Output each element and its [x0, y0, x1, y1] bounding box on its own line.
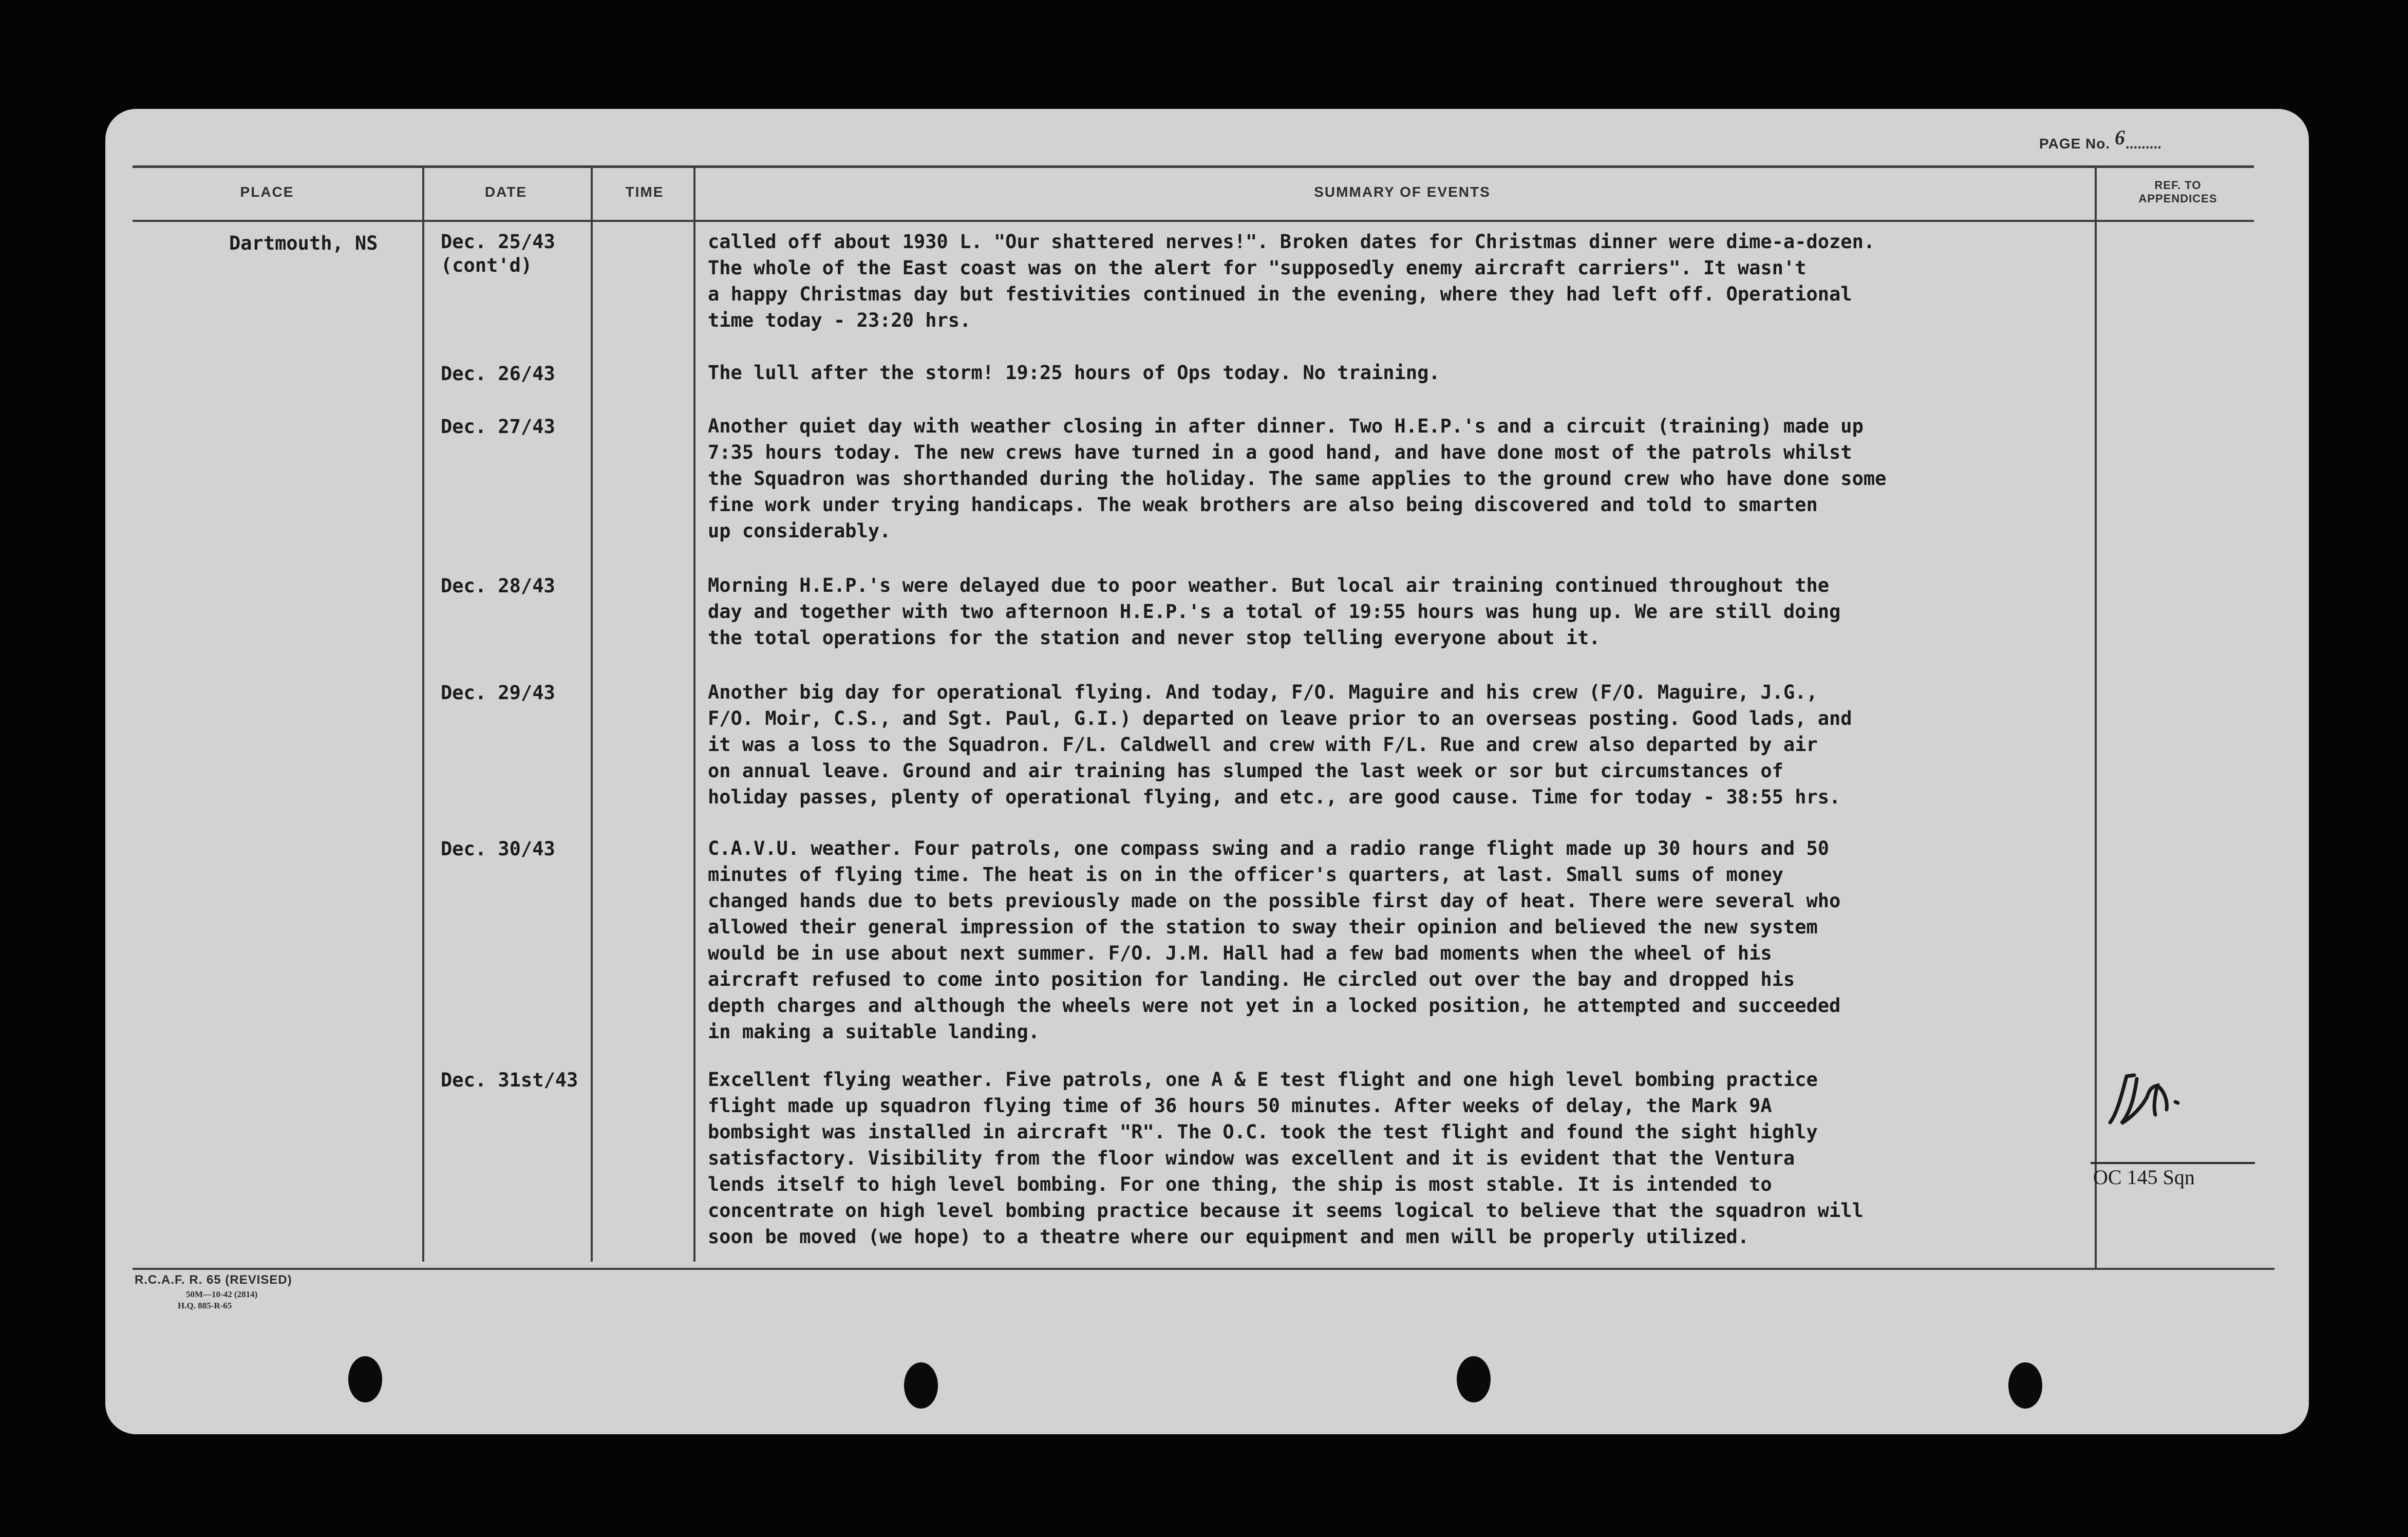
column-rule-summary	[2095, 167, 2097, 1268]
entry-dec-27	[708, 413, 2095, 544]
entry-dec-28	[708, 572, 2095, 651]
entry-line: The whole of the East coast was on the alert for "supposedly enemy aircraft carriers". It wasn't	[708, 257, 1807, 279]
entry-line: in making a suitable landing.	[708, 1021, 1040, 1043]
binder-hole	[348, 1356, 382, 1402]
date-dec-26: Dec. 26/43	[441, 363, 555, 385]
place-value: Dartmouth, NS	[229, 232, 378, 254]
date-dec-28: Dec. 28/43	[441, 575, 555, 597]
column-rule-date	[591, 167, 593, 1262]
entry-line: day and together with two afternoon H.E.P.'s a total of 19:55 hours was hung up. We are still doing	[708, 601, 1841, 623]
entry-line: would be in use about next summer. F/O. J.M. Hall had a few bad moments when the wheel of his	[708, 942, 1772, 964]
entry-line: 7:35 hours today. The new crews have turned in a good hand, and have done most of the patrols whilst	[708, 441, 1852, 463]
entry-line: Morning H.E.P.'s were delayed due to poor weather. But local air training continued throughout the	[708, 574, 1830, 596]
header-bottom-rule	[133, 220, 2254, 222]
entry-line: soon be moved (we hope) to a theatre where our equipment and men will be properly utilized.	[708, 1226, 1749, 1248]
column-header-ref: REF. TO APPENDICES	[2138, 179, 2217, 205]
form-print-line: 50M—10-42 (2814)	[186, 1289, 258, 1299]
handwritten-signature	[2106, 1066, 2188, 1128]
date-dec-31: Dec. 31st/43	[441, 1069, 578, 1091]
column-header-place: PLACE	[240, 184, 294, 200]
entry-line: lends itself to high level bombing. For one thing, the ship is most stable. It is intended to	[708, 1173, 1772, 1195]
entry-line: minutes of flying time. The heat is on in the officer's quarters, at last. Small sums of money	[708, 864, 1783, 886]
date-dec-29: Dec. 29/43	[441, 682, 555, 704]
date-dec-27: Dec. 27/43	[441, 416, 555, 438]
entry-line: changed hands due to bets previously made on the possible first day of heat. There were several who	[708, 890, 1841, 912]
entry-line: The lull after the storm! 19:25 hours of Ops today. No training.	[708, 362, 1440, 384]
binder-hole	[1457, 1356, 1491, 1402]
entry-line: C.A.V.U. weather. Four patrols, one compass swing and a radio range flight made up 30 hours and 50	[708, 837, 1830, 859]
column-header-date: DATE	[484, 184, 528, 200]
entry-line: bombsight was installed in aircraft "R". The O.C. took the test flight and found the sight highly	[708, 1121, 1818, 1143]
column-rule-place	[422, 167, 424, 1262]
entry-line: flight made up squadron flying time of 36 hours 50 minutes. After weeks of delay, the Mark 9A	[708, 1095, 1772, 1117]
column-rule-time	[693, 167, 695, 1262]
entry-line: it was a loss to the Squadron. F/L. Caldwell and crew with F/L. Rue and crew also departed by air	[708, 734, 1818, 756]
entry-line: the total operations for the station and never stop telling everyone about it.	[708, 627, 1601, 649]
entry-line: on annual leave. Ground and air training has slumped the last week or sor but circumstances of	[708, 760, 1783, 782]
form-hq-line: H.Q. 885-R-65	[178, 1301, 232, 1310]
form-number	[135, 1273, 292, 1311]
entry-line: the Squadron was shorthanded during the holiday. The same applies to the ground crew who have done some	[708, 467, 1887, 490]
entry-dec-26	[708, 360, 2095, 386]
entry-line: called off about 1930 L. "Our shattered nerves!". Broken dates for Christmas dinner were dime-a-dozen.	[708, 231, 1875, 253]
header-top-rule	[133, 165, 2254, 168]
entry-line: a happy Christmas day but festivities continued in the evening, where they had left off. Operational	[708, 283, 1852, 305]
entry-line: satisfactory. Visibility from the floor window was excellent and it is evident that the Ventura	[708, 1147, 1795, 1169]
signature-unit: OC 145 Sqn	[2093, 1166, 2195, 1189]
entry-line: Another quiet day with weather closing in after dinner. Two H.E.P.'s and a circuit (training) made up	[708, 415, 1864, 437]
column-header-time: TIME	[625, 184, 664, 200]
entry-line: fine work under trying handicaps. The weak brothers are also being discovered and told to smarten	[708, 494, 1818, 516]
entry-line: Another big day for operational flying. And today, F/O. Maguire and his crew (F/O. Maguire, J.G.,	[708, 681, 1818, 703]
date-dec-25: Dec. 25/43 (cont'd)	[441, 231, 555, 276]
entry-dec-29	[708, 679, 2095, 810]
page-number-label: PAGE No.	[2039, 136, 2111, 152]
signature-rule	[2091, 1162, 2255, 1164]
entry-line: allowed their general impression of the station to sway their opinion and believed the new system	[708, 916, 1818, 938]
form-number-line: R.C.A.F. R. 65 (REVISED)	[135, 1273, 292, 1287]
column-header-summary: SUMMARY OF EVENTS	[1314, 184, 1491, 200]
entry-line: depth charges and although the wheels were not yet in a locked position, he attempted and succeeded	[708, 995, 1841, 1017]
entry-line: time today - 23:20 hrs.	[708, 309, 971, 331]
binder-hole	[904, 1362, 938, 1409]
page-number-value: 6	[2114, 126, 2125, 149]
date-dec-30: Dec. 30/43	[441, 838, 555, 860]
entry-line: Excellent flying weather. Five patrols, one A & E test flight and one high level bombing practice	[708, 1069, 1818, 1091]
entry-dec-25	[708, 229, 2095, 333]
entry-line: holiday passes, plenty of operational flying, and etc., are good cause. Time for today - 38:55 hrs.	[708, 786, 1841, 808]
entry-line: F/O. Moir, C.S., and Sgt. Paul, G.I.) departed on leave prior to an overseas posting. Good lads, and	[708, 707, 1852, 729]
page-number-dots: .........	[2125, 136, 2161, 152]
table-bottom-rule	[133, 1268, 2274, 1270]
entry-dec-30	[708, 835, 2095, 1045]
entry-dec-31	[708, 1066, 2095, 1250]
entry-line: up considerably.	[708, 520, 891, 542]
page-number	[2039, 126, 2161, 154]
binder-hole	[2008, 1362, 2042, 1409]
entry-line: concentrate on high level bombing practice because it seems logical to believe that the squadron will	[708, 1199, 1864, 1222]
entry-line: aircraft refused to come into position for landing. He circled out over the bay and dropped his	[708, 968, 1795, 990]
